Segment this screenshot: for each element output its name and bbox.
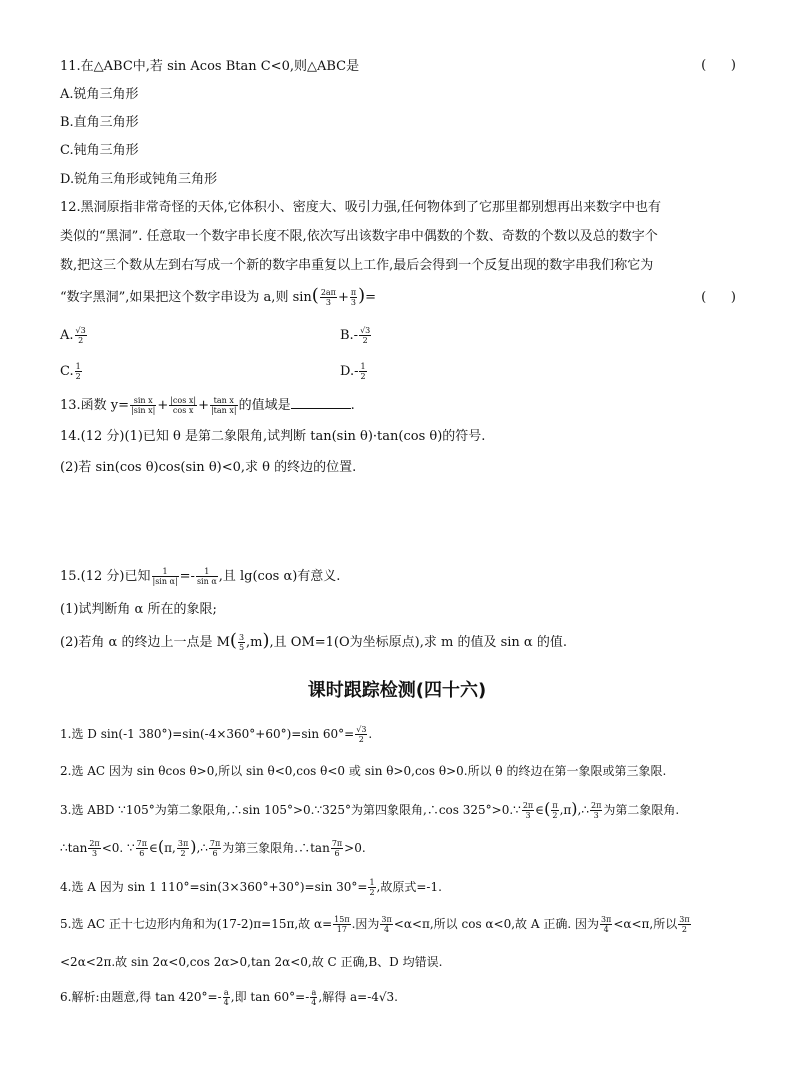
q11-option-b: B.直角三角形 bbox=[60, 115, 139, 130]
q11-stem: 11.在△ABC中,若 sin Acos Btan C<0,则△ABC是 bbox=[60, 59, 360, 74]
q12-line-1: 12.黑洞原指非常奇怪的天体,它体积小、密度大、吸引力强,任何物体到了它那里都别想再出来数字中也有 bbox=[60, 200, 661, 215]
q11-option-d: D.锐角三角形或钝角三角形 bbox=[60, 172, 218, 187]
answer-blank bbox=[291, 396, 351, 409]
fraction: $\frac{2a\pi}{3}$ bbox=[320, 288, 336, 307]
q14-part-2: (2)若 sin(cos θ)cos(sin θ)<0,求 θ 的终边的位置. bbox=[60, 460, 357, 475]
q12-line-3: 数,把这三个数从左到右写成一个新的数字串重复以上工作,最后会得到一个反复出现的数字串我们称它为 bbox=[60, 258, 654, 273]
solution-6: 6.解析:由题意,得 tan 420°=- $\frac{a}{4}$ ,即 tan 60°=- $\frac{a}{4}$ ,解得 a=-4√3. bbox=[60, 988, 398, 1007]
q12-option-a: A. $\frac{√3}{2}$ bbox=[60, 326, 86, 345]
q11-option-a: A.锐角三角形 bbox=[60, 87, 139, 102]
fraction: $\frac{\pi}{3}$ bbox=[350, 288, 357, 307]
q12-option-c: C. $\frac{1}{2}$ bbox=[60, 362, 81, 381]
solution-3-line-1: 3.选 ABD ∵105°为第二象限角,∴sin 105°>0.∵325°为第四象限角,∴cos 325°>0.∵ $\frac{2\pi}{3}$ ∈( $\frac{\pi}{2}$ ,π),∴ $\frac{2\pi}{3}$ 为第二象限角. bbox=[60, 799, 680, 820]
q15-part-2: (2)若角 α 的终边上一点是 M( $\frac{3}{5}$ ,m),且 OM=1(O为坐标原点),求 m 的值及 sin α 的值. bbox=[60, 630, 567, 652]
solution-4: 4.选 A 因为 sin 1 110°=sin(3×360°+30°)=sin 30°= $\frac{1}{2}$ ,故原式=-1. bbox=[60, 878, 442, 897]
q11-option-c: C.钝角三角形 bbox=[60, 143, 139, 158]
solution-3-line-2: ∴tan $\frac{2\pi}{3}$ <0. ∵ $\frac{7\pi}{6}$ ∈(π, $\frac{3\pi}{2}$ ),∴ $\frac{7\pi}{6}$ 为第三象限角.∴tan $\frac{7\pi}{6}$ >0. bbox=[60, 837, 366, 858]
q12-option-b: B.- $\frac{√3}{2}$ bbox=[340, 326, 371, 345]
solution-2: 2.选 AC 因为 sin θcos θ>0,所以 sin θ<0,cos θ<0 或 sin θ>0,cos θ>0.所以 θ 的终边在第一象限或第三象限. bbox=[60, 764, 667, 778]
section-title: 课时跟踪检测(四十六) bbox=[307, 680, 487, 701]
solution-1: 1.选 D sin(-1 380°)=sin(-4×360°+60°)=sin 60°= $\frac{√3}{2}$ . bbox=[60, 725, 373, 744]
solution-5-line-2: <2α<2π.故 sin 2α<0,cos 2α>0,tan 2α<0,故 C 正确,B、D 均错误. bbox=[60, 955, 443, 969]
q12-answer-paren: ( ) bbox=[701, 290, 736, 305]
q15-part-1: (1)试判断角 α 所在的象限; bbox=[60, 602, 217, 617]
q11-answer-paren: ( ) bbox=[701, 58, 736, 73]
q12-line-2: 类似的“黑洞”. 任意取一个数字串长度不限,依次写出该数字串中偶数的个数、奇数的个数以及总的数字个 bbox=[60, 229, 658, 244]
q15-stem: 15.(12 分)已知 $\frac{1}{\text{|sin α|}}$ =- $\frac{1}{\text{sin α}}$ ,且 lg(cos α)有意义. bbox=[60, 567, 341, 586]
q13-stem: 13.函数 y= $\frac{\text{sin x}}{\text{|sin x|}}$ + $\frac{\text{|cos x|}}{\text{cos x}}$ + $\frac{\text{tan x}}{\text{|tan x|}}$ 的值域是 . bbox=[60, 396, 355, 415]
q14-part-1: 14.(12 分)(1)已知 θ 是第二象限角,试判断 tan(sin θ)·tan(cos θ)的符号. bbox=[60, 429, 486, 444]
solution-5-line-1: 5.选 AC 正十七边形内角和为(17-2)π=15π,故 α= $\frac{15\pi}{17}$ .因为 $\frac{3\pi}{4}$ <α<π,所以 cos α<0,故 A 正确. 因为 $\frac{3\pi}{4}$ <α<π,所以 $\frac{3\pi}{2}$ bbox=[60, 915, 690, 934]
q12-option-d: D.- $\frac{1}{2}$ bbox=[340, 362, 366, 381]
q12-line-4: “数字黑洞”,如果把这个数字串设为 a,则 sin( $\frac{2a\pi}{3}$ + $\frac{\pi}{3}$ )= bbox=[60, 285, 377, 307]
